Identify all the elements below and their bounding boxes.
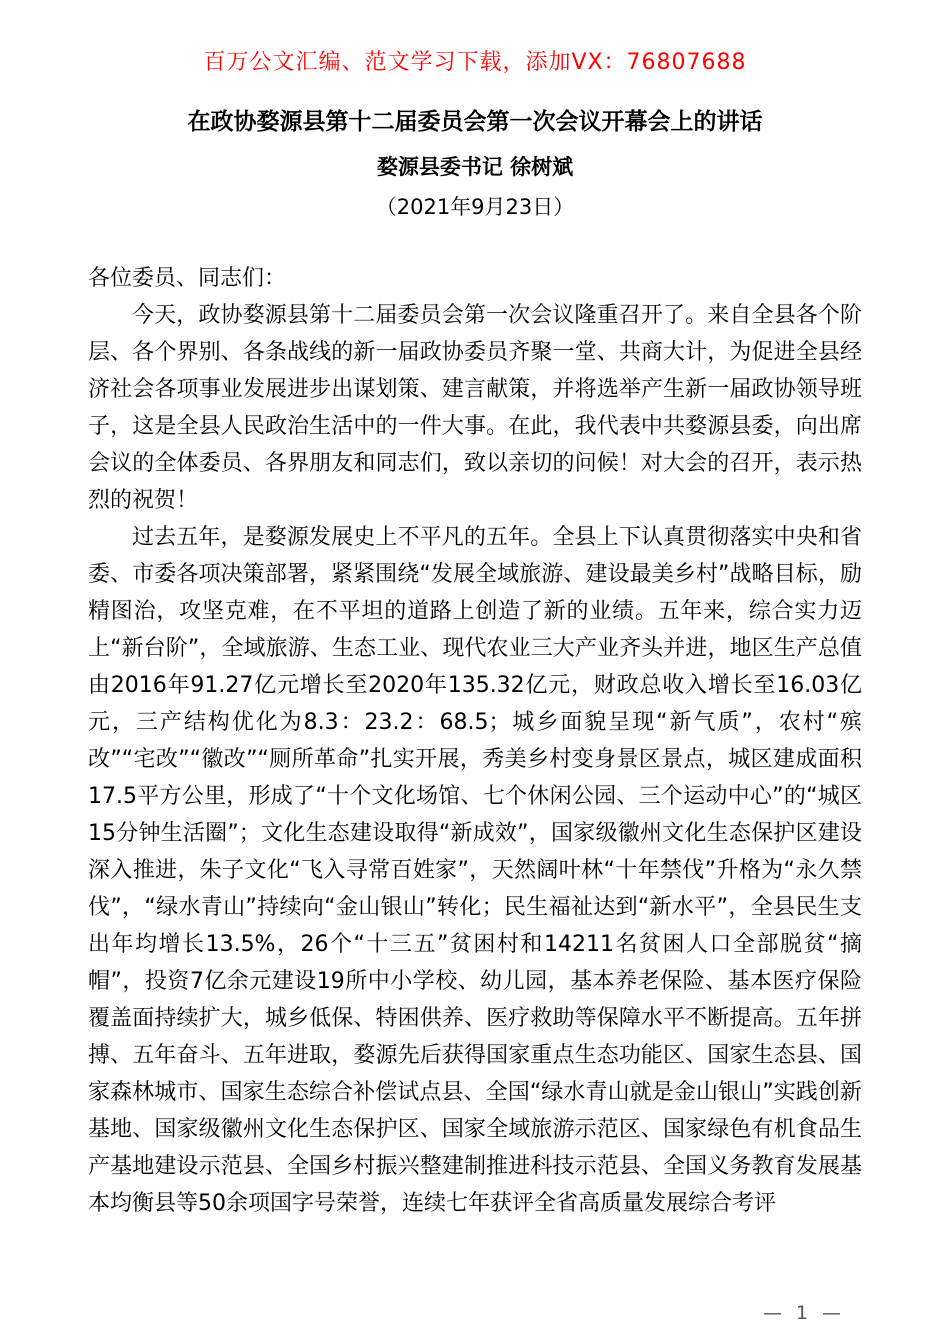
page-number: — 1 — xyxy=(762,1302,845,1324)
paragraph-past-five-years: 过去五年，是婺源发展史上不平凡的五年。全县上下认真贯彻落实中央和省委、市委各项决策部署，紧紧围绕“发展全域旅游、建设最美乡村”战略目标，励精图治，攻坚克难，在不平坦的道路上创造了新的业绩。五年来，综合实力迈上“新台阶”，全域旅游、生态工业、现代农业三大产业齐头并进，地区生产总值由2016年91.27亿元增长至2020年135.32亿元，财政总收入增长至16.03亿元，三产结构优化为8.3：23.2：68.5；城乡面貌呈现“新气质”，农村“殡改”“宅改”“徽改”“厕所革命”扎实开展，秀美乡村变身景区景点，城区建成面积17.5平方公里，形成了“十个文化场馆、七个休闲公园、三个运动中心”的“城区15分钟生活圈”；文化生态建设取得“新成效”，国家级徽州文化生态保护区建设深入推进，朱子文化“飞入寻常百姓家”，天然阔叶林“十年禁伐”升格为“永久禁伐”，“绿水青山”持续向“金山银山”转化；民生福祉达到“新水平”，全县民生支出年均增长13.5%，26个“十三五”贫困村和14211名贫困人口全部脱贫“摘帽”，投资7亿余元建设19所中小学校、幼儿园，基本养老保险、基本医疗保险覆盖面持续扩大，城乡低保、特困供养、医疗救助等保障水平不断提高。五年拼搏、五年奋斗、五年进取，婺源先后获得国家重点生态功能区、国家生态县、国家森林城市、国家生态综合补偿试点县、全国“绿水青山就是金山银山”实践创新基地、国家级徽州文化生态保护区、国家全域旅游示范区、国家绿色有机食品生产基地建设示范县、全国乡村振兴整建制推进科技示范县、全国义务教育发展基本均衡县等50余项国字号荣誉，连续七年获评全省高质量发展综合考评 xyxy=(88,525,862,1216)
salutation: 各位委员、同志们： xyxy=(88,266,287,291)
document-author: 婺源县委书记 徐树斌 xyxy=(376,155,574,179)
document-body xyxy=(88,260,862,1222)
document-title: 在政协婺源县第十二届委员会第一次会议开幕会上的讲话 xyxy=(187,109,763,135)
document-content xyxy=(88,0,862,1222)
document-date: （2021年9月23日） xyxy=(375,195,575,219)
paragraph-opening: 今天，政协婺源县第十二届委员会第一次会议隆重召开了。来自全县各个阶层、各个界别、各条战线的新一届政协委员齐聚一堂、共商大计，为促进全县经济社会各项事业发展进步出谋划策、建言献策，并将选举产生新一届政协领导班子，这是全县人民政治生活中的一件大事。在此，我代表中共婺源县委，向出席会议的全体委员、各界朋友和同志们，致以亲切的问候！对大会的召开，表示热烈的祝贺！ xyxy=(88,303,862,513)
promo-banner: 百万公文汇编、范文学习下载，添加VX：76807688 xyxy=(203,50,747,75)
